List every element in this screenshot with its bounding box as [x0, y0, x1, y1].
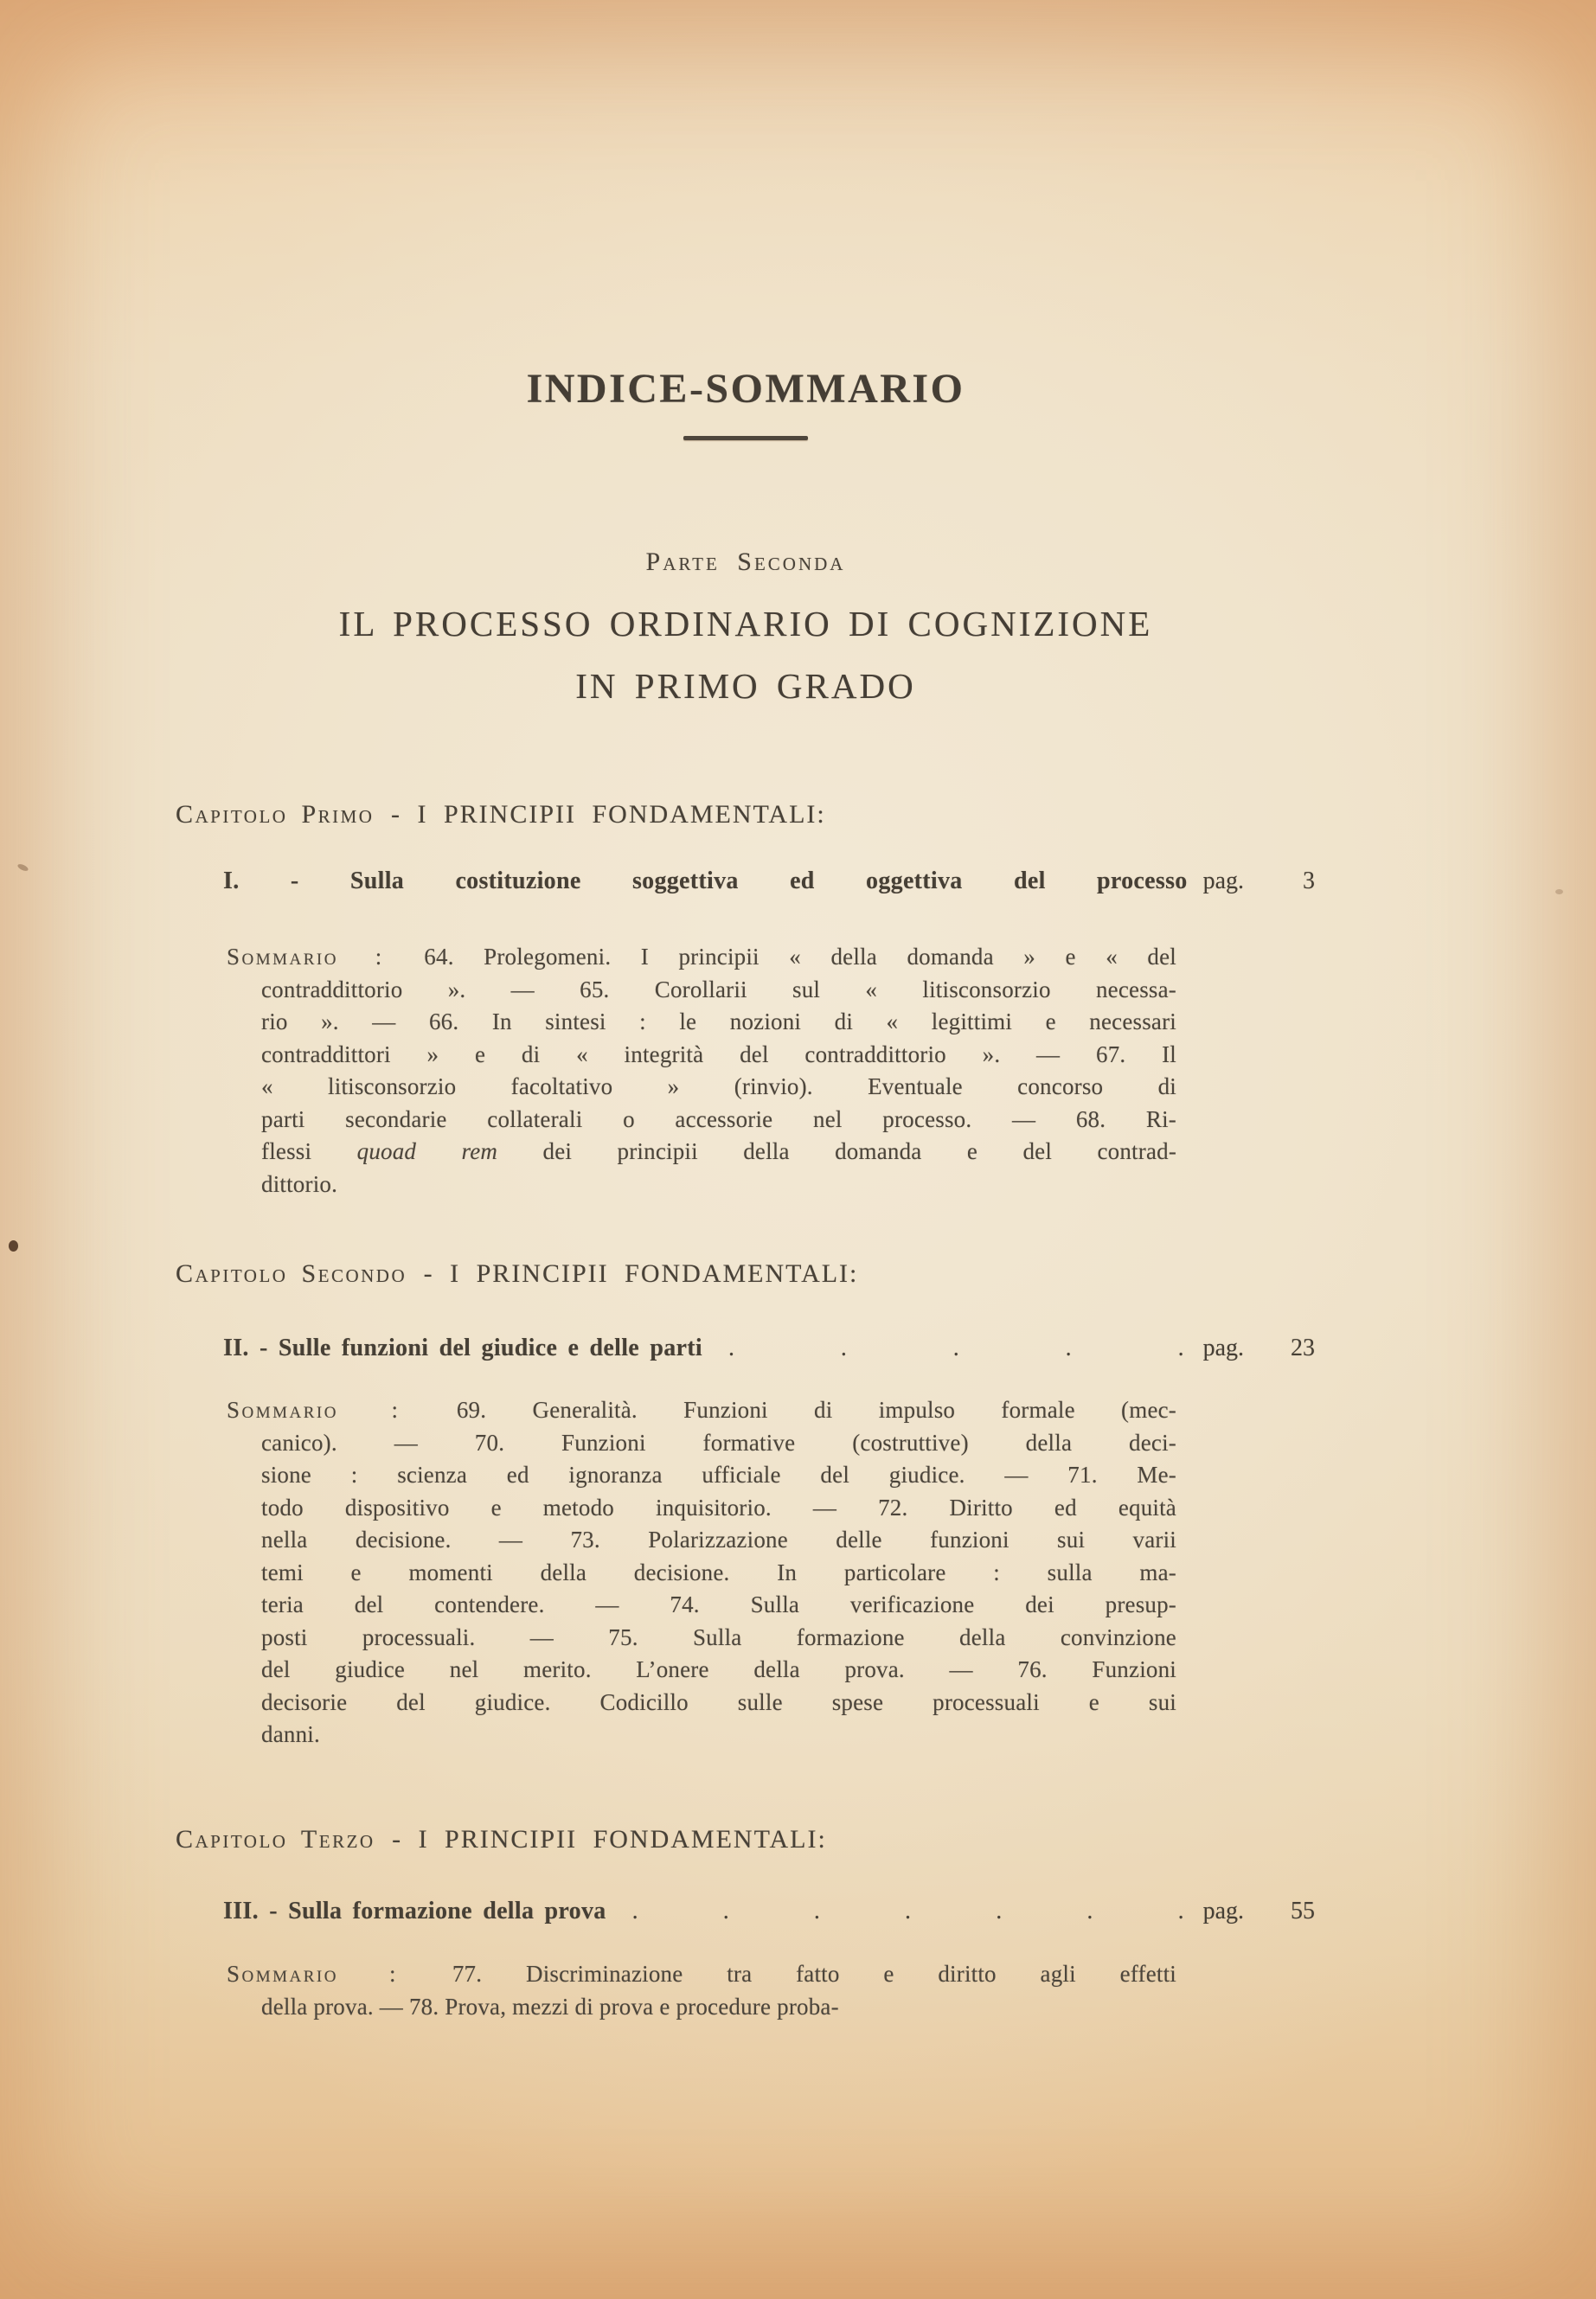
part-title-line-1: IL PROCESSO ORDINARIO DI COGNIZIONE: [338, 604, 1153, 644]
sommario-text: 69. Generalità. Funzioni di impulso formale (mec-: [456, 1397, 1177, 1423]
sommario-line: della prova. — 78. Prova, mezzi di prova e procedure proba-: [261, 1993, 839, 2020]
sommario-line: [227, 1394, 1176, 1427]
sommario-line: parti secondarie collaterali o accessorie nel processo. — 68. Ri-: [261, 1105, 1176, 1132]
chapter-title: - I PRINCIPII FONDAMENTALI:: [392, 1825, 827, 1854]
chapter-heading-3: [176, 1825, 827, 1854]
sommario-label: Sommario :: [227, 944, 384, 970]
toc-entry-1: [223, 868, 1315, 895]
sommario-line: rio ». — 66. In sintesi : le nozioni di « legittimi e necessari: [261, 1009, 1176, 1034]
toc-entry-title: I. - Sulla costituzione soggettiva ed oggettiva del processo: [223, 868, 1188, 894]
part-title-line-2: IN PRIMO GRADO: [575, 666, 916, 706]
sommario-label: Sommario :: [227, 1961, 399, 1987]
part-kicker: Parte Seconda: [645, 548, 846, 576]
sommario-line: danni.: [261, 1721, 320, 1747]
sommario-line: todo dispositivo e metodo inquisitorio. — 72. Diritto ed equità: [261, 1494, 1176, 1521]
page-number: 23: [1291, 1335, 1315, 1361]
sommario-label: Sommario :: [227, 1397, 401, 1423]
sommario-line: teria del contendere. — 74. Sulla verificazione dei presup-: [261, 1591, 1176, 1617]
sommario-line: dittorio.: [261, 1170, 338, 1197]
sommario-line: [227, 1136, 1176, 1169]
sommario-text: 77. Discriminazione tra fatto e diritto agli effetti: [452, 1961, 1176, 1987]
sommario-line: contraddittori » e di « integrità del contraddittorio ». — 67. Il: [261, 1041, 1176, 1067]
page-number: 3: [1303, 868, 1315, 894]
paper-speck: [16, 863, 29, 873]
sommario-text: dei principii della domanda e del contrad-: [542, 1138, 1177, 1164]
page-abbrev-label: pag.: [1202, 1898, 1244, 1924]
chapter-title: - I PRINCIPII FONDAMENTALI:: [423, 1259, 859, 1288]
sommario-line: del giudice nel merito. L’onere della prova. — 76. Funzioni: [261, 1656, 1176, 1682]
paper-speck: [1555, 889, 1563, 894]
toc-entry-3: [223, 1898, 1315, 1925]
latin-phrase: quoad rem: [356, 1138, 498, 1164]
leader-dots: . . . . . . .: [631, 1898, 1184, 1924]
sommario-block-1: [227, 941, 1176, 1201]
page-abbrev-label: pag.: [1202, 1335, 1244, 1361]
paper-speck: [9, 1240, 18, 1252]
sommario-block-2: [227, 1394, 1176, 1751]
sommario-line: [227, 941, 1176, 974]
sommario-line: canico). — 70. Funzioni formative (costruttive) della deci-: [261, 1429, 1176, 1456]
sommario-text: 64. Prolegomeni. I principii « della domanda » e « del: [424, 944, 1176, 970]
toc-entry-title: II. - Sulle funzioni del giudice e delle parti: [223, 1335, 702, 1361]
sommario-line: contraddittorio ». — 65. Corollarii sul « litisconsorzio necessa-: [261, 976, 1176, 1002]
page-title: INDICE-SOMMARIO: [526, 366, 965, 412]
sommario-line: sione : scienza ed ignoranza ufficiale del giudice. — 71. Me-: [261, 1462, 1176, 1488]
chapter-number-label: Capitolo Secondo: [176, 1259, 407, 1288]
sommario-line: « litisconsorzio facoltativo » (rinvio). Eventuale concorso di: [261, 1073, 1176, 1099]
chapter-title: - I PRINCIPII FONDAMENTALI:: [390, 800, 826, 829]
sommario-text: flessi: [261, 1138, 312, 1164]
sommario-line: temi e momenti della decisione. In particolare : sulla ma-: [261, 1559, 1176, 1585]
chapter-number-label: Capitolo Primo: [176, 800, 375, 829]
chapter-number-label: Capitolo Terzo: [176, 1825, 375, 1854]
sommario-line: [227, 1958, 1176, 1991]
leader-dots: . . . . .: [727, 1335, 1184, 1361]
chapter-heading-1: [176, 800, 826, 829]
toc-entry-2: [223, 1335, 1315, 1362]
toc-entry-title: III. - Sulla formazione della prova: [223, 1898, 606, 1924]
page-number: 55: [1291, 1898, 1315, 1924]
sommario-line: nella decisione. — 73. Polarizzazione delle funzioni sui varii: [261, 1527, 1176, 1553]
sommario-block-3: [227, 1958, 1176, 2023]
sommario-line: posti processuali. — 75. Sulla formazione della convinzione: [261, 1623, 1176, 1650]
title-divider-rule: [683, 436, 808, 440]
page-abbrev-label: pag.: [1202, 868, 1244, 894]
chapter-heading-2: [176, 1259, 858, 1289]
sommario-line: decisorie del giudice. Codicillo sulle spese processuali e sui: [261, 1688, 1176, 1715]
